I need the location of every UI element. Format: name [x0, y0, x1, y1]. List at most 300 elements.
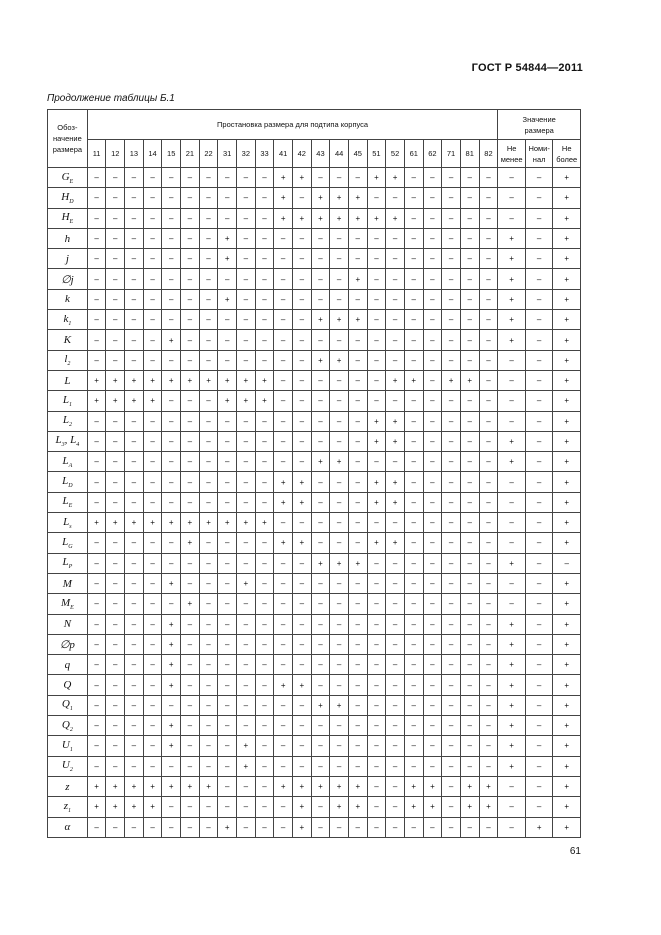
placement-cell: +	[311, 310, 330, 330]
subtype-header-12: 12	[106, 140, 125, 168]
placement-cell: –	[311, 330, 330, 350]
dimension-symbol: $U_1$	[48, 736, 88, 756]
value-nominal-cell: –	[525, 208, 553, 228]
placement-cell: +	[237, 391, 256, 411]
placement-cell: –	[199, 817, 218, 837]
placement-cell: –	[311, 249, 330, 269]
placement-cell: –	[423, 675, 442, 695]
placement-cell: –	[404, 675, 423, 695]
value-max-cell: +	[553, 614, 581, 634]
value-min-cell: –	[498, 817, 526, 837]
value-min-cell: +	[498, 756, 526, 776]
placement-cell: +	[274, 188, 293, 208]
placement-cell: –	[218, 350, 237, 370]
placement-cell: –	[143, 452, 162, 472]
placement-cell: –	[367, 655, 386, 675]
dimension-symbol: $L_A$	[48, 452, 88, 472]
subtype-header-42: 42	[292, 140, 311, 168]
placement-cell: –	[87, 736, 106, 756]
placement-cell: –	[106, 310, 125, 330]
placement-cell: –	[87, 594, 106, 614]
placement-cell: –	[274, 350, 293, 370]
placement-cell: –	[442, 716, 461, 736]
placement-cell: –	[125, 208, 144, 228]
placement-cell: –	[292, 411, 311, 431]
placement-cell: –	[125, 573, 144, 593]
placement-cell: –	[479, 614, 498, 634]
placement-cell: –	[423, 330, 442, 350]
placement-cell: +	[162, 573, 181, 593]
placement-cell: –	[199, 350, 218, 370]
placement-cell: +	[162, 513, 181, 533]
placement-cell: –	[218, 776, 237, 796]
placement-cell: –	[255, 594, 274, 614]
placement-cell: –	[218, 330, 237, 350]
placement-cell: +	[460, 776, 479, 796]
placement-cell: –	[87, 269, 106, 289]
placement-cell: +	[348, 269, 367, 289]
placement-cell: –	[386, 776, 405, 796]
placement-cell: –	[460, 634, 479, 654]
subtype-header-61: 61	[404, 140, 423, 168]
placement-cell: –	[460, 716, 479, 736]
placement-cell: –	[274, 452, 293, 472]
placement-cell: –	[255, 655, 274, 675]
placement-cell: –	[274, 695, 293, 715]
table-caption: Продолжение таблицы Б.1	[47, 93, 175, 104]
placement-cell: –	[125, 492, 144, 512]
placement-cell: +	[255, 513, 274, 533]
placement-cell: –	[479, 452, 498, 472]
placement-cell: –	[255, 553, 274, 573]
placement-cell: –	[218, 188, 237, 208]
table-row	[48, 228, 581, 248]
placement-cell: –	[181, 716, 200, 736]
value-min-cell: +	[498, 310, 526, 330]
placement-cell: +	[348, 797, 367, 817]
placement-cell: –	[330, 736, 349, 756]
placement-cell: +	[162, 675, 181, 695]
placement-cell: –	[311, 614, 330, 634]
placement-cell: +	[292, 208, 311, 228]
placement-cell: +	[162, 330, 181, 350]
placement-cell: –	[404, 391, 423, 411]
placement-cell: –	[199, 634, 218, 654]
table-row	[48, 391, 581, 411]
placement-cell: –	[311, 655, 330, 675]
placement-cell: –	[87, 208, 106, 228]
placement-cell: –	[218, 756, 237, 776]
placement-cell: –	[404, 492, 423, 512]
placement-cell: –	[460, 310, 479, 330]
placement-cell: –	[423, 817, 442, 837]
placement-cell: +	[106, 391, 125, 411]
placement-cell: –	[237, 269, 256, 289]
value-min-cell: –	[498, 776, 526, 796]
value-nominal-cell: –	[525, 655, 553, 675]
placement-cell: +	[311, 553, 330, 573]
placement-cell: –	[479, 350, 498, 370]
value-max-cell: +	[553, 452, 581, 472]
placement-cell: –	[348, 655, 367, 675]
value-max-cell: +	[553, 208, 581, 228]
placement-cell: –	[218, 594, 237, 614]
placement-cell: –	[386, 452, 405, 472]
placement-cell: +	[125, 391, 144, 411]
placement-cell: –	[125, 330, 144, 350]
placement-cell: –	[106, 269, 125, 289]
placement-cell: –	[292, 452, 311, 472]
placement-cell: +	[311, 188, 330, 208]
placement-cell: –	[442, 188, 461, 208]
value-max-header: Не более	[553, 140, 581, 168]
placement-cell: –	[460, 817, 479, 837]
placement-cell: –	[274, 411, 293, 431]
placement-cell: +	[367, 168, 386, 188]
placement-cell: –	[199, 208, 218, 228]
placement-cell: –	[367, 817, 386, 837]
placement-cell: –	[479, 411, 498, 431]
placement-cell: –	[386, 573, 405, 593]
placement-cell: –	[460, 533, 479, 553]
placement-cell: –	[330, 431, 349, 451]
value-max-cell: +	[553, 695, 581, 715]
placement-cell: –	[386, 228, 405, 248]
placement-cell: +	[162, 614, 181, 634]
placement-cell: –	[330, 817, 349, 837]
placement-cell: –	[348, 736, 367, 756]
placement-cell: –	[311, 370, 330, 390]
value-max-cell: +	[553, 431, 581, 451]
table-row	[48, 695, 581, 715]
placement-cell: +	[218, 228, 237, 248]
placement-cell: –	[386, 716, 405, 736]
placement-cell: –	[106, 492, 125, 512]
placement-cell: –	[460, 756, 479, 776]
value-max-cell: +	[553, 776, 581, 796]
placement-cell: –	[199, 269, 218, 289]
table-row	[48, 634, 581, 654]
placement-cell: +	[181, 513, 200, 533]
placement-cell: –	[348, 817, 367, 837]
placement-cell: +	[274, 492, 293, 512]
placement-cell: –	[311, 736, 330, 756]
value-max-cell: +	[553, 817, 581, 837]
value-max-cell: +	[553, 350, 581, 370]
value-min-cell: +	[498, 675, 526, 695]
placement-cell: –	[330, 228, 349, 248]
placement-cell: –	[479, 655, 498, 675]
table-row	[48, 594, 581, 614]
placement-cell: –	[218, 797, 237, 817]
placement-cell: –	[87, 614, 106, 634]
placement-cell: +	[237, 370, 256, 390]
table-row	[48, 756, 581, 776]
placement-cell: –	[442, 797, 461, 817]
placement-cell: –	[442, 289, 461, 309]
placement-cell: –	[274, 370, 293, 390]
placement-cell: –	[404, 350, 423, 370]
value-nominal-cell: –	[525, 472, 553, 492]
placement-cell: –	[237, 817, 256, 837]
placement-cell: –	[423, 249, 442, 269]
value-nominal-cell: –	[525, 594, 553, 614]
placement-cell: –	[292, 431, 311, 451]
table-row	[48, 269, 581, 289]
placement-cell: +	[162, 655, 181, 675]
placement-cell: –	[404, 188, 423, 208]
subtype-header-62: 62	[423, 140, 442, 168]
placement-cell: –	[479, 168, 498, 188]
dimension-symbol: q	[48, 655, 88, 675]
value-min-cell: –	[498, 594, 526, 614]
placement-cell: –	[237, 289, 256, 309]
placement-cell: –	[199, 655, 218, 675]
placement-cell: –	[106, 817, 125, 837]
placement-cell: –	[386, 675, 405, 695]
placement-cell: –	[479, 249, 498, 269]
value-max-cell: –	[553, 553, 581, 573]
placement-cell: –	[87, 289, 106, 309]
placement-cell: –	[479, 695, 498, 715]
dimension-symbol: $Q_2$	[48, 716, 88, 736]
placement-cell: +	[181, 594, 200, 614]
placement-cell: –	[330, 289, 349, 309]
placement-cell: –	[292, 330, 311, 350]
placement-cell: –	[125, 289, 144, 309]
placement-cell: –	[237, 716, 256, 736]
placement-cell: –	[311, 634, 330, 654]
placement-cell: –	[292, 188, 311, 208]
placement-cell: –	[87, 431, 106, 451]
value-max-cell: +	[553, 716, 581, 736]
placement-cell: –	[367, 391, 386, 411]
value-nominal-cell: –	[525, 573, 553, 593]
placement-cell: +	[311, 695, 330, 715]
placement-cell: –	[237, 330, 256, 350]
placement-cell: –	[143, 736, 162, 756]
placement-cell: –	[311, 228, 330, 248]
subtype-header-14: 14	[143, 140, 162, 168]
placement-cell: –	[181, 228, 200, 248]
dimension-symbol: $H_E$	[48, 208, 88, 228]
value-max-cell: +	[553, 797, 581, 817]
placement-cell: +	[218, 370, 237, 390]
placement-cell: –	[162, 594, 181, 614]
placement-cell: –	[330, 330, 349, 350]
placement-cell: –	[330, 269, 349, 289]
placement-cell: +	[404, 797, 423, 817]
designation-header: Обоз- начение размера	[48, 110, 88, 168]
placement-cell: –	[442, 675, 461, 695]
placement-cell: +	[162, 776, 181, 796]
placement-cell: –	[460, 289, 479, 309]
placement-cell: –	[348, 634, 367, 654]
placement-cell: –	[143, 614, 162, 634]
placement-cell: –	[199, 675, 218, 695]
value-max-cell: +	[553, 655, 581, 675]
placement-cell: +	[404, 370, 423, 390]
placement-cell: +	[218, 391, 237, 411]
placement-cell: +	[87, 370, 106, 390]
placement-cell: –	[143, 634, 162, 654]
placement-cell: –	[479, 289, 498, 309]
placement-cell: –	[348, 168, 367, 188]
placement-cell: –	[423, 716, 442, 736]
placement-cell: –	[218, 736, 237, 756]
placement-cell: +	[423, 797, 442, 817]
placement-cell: –	[125, 350, 144, 370]
placement-cell: –	[311, 533, 330, 553]
placement-cell: –	[255, 208, 274, 228]
value-min-cell: –	[498, 350, 526, 370]
placement-cell: –	[442, 817, 461, 837]
placement-cell: +	[348, 776, 367, 796]
standard-number: ГОСТ Р 54844—2011	[471, 62, 583, 74]
placement-cell: –	[199, 756, 218, 776]
placement-cell: –	[404, 411, 423, 431]
placement-cell: –	[348, 350, 367, 370]
placement-cell: –	[143, 675, 162, 695]
placement-cell: +	[479, 776, 498, 796]
placement-cell: –	[143, 208, 162, 228]
placement-cell: –	[125, 594, 144, 614]
placement-cell: –	[330, 533, 349, 553]
value-min-cell: +	[498, 614, 526, 634]
placement-cell: –	[460, 472, 479, 492]
table-row	[48, 472, 581, 492]
placement-cell: –	[181, 553, 200, 573]
placement-cell: –	[423, 411, 442, 431]
placement-cell: –	[404, 330, 423, 350]
placement-cell: –	[218, 634, 237, 654]
placement-cell: +	[106, 513, 125, 533]
value-nominal-cell: –	[525, 330, 553, 350]
placement-cell: –	[423, 188, 442, 208]
table-row	[48, 370, 581, 390]
placement-cell: +	[479, 797, 498, 817]
placement-cell: –	[330, 594, 349, 614]
dimension-symbol: $L_G$	[48, 533, 88, 553]
placement-cell: –	[162, 249, 181, 269]
table-row	[48, 797, 581, 817]
placement-cell: +	[460, 797, 479, 817]
placement-cell: +	[237, 573, 256, 593]
placement-cell: –	[199, 797, 218, 817]
placement-cell: –	[106, 695, 125, 715]
placement-cell: –	[181, 452, 200, 472]
placement-cell: –	[125, 736, 144, 756]
value-max-cell: +	[553, 675, 581, 695]
subtype-header-15: 15	[162, 140, 181, 168]
placement-cell: +	[330, 350, 349, 370]
placement-cell: –	[199, 411, 218, 431]
subtype-header-71: 71	[442, 140, 461, 168]
placement-cell: –	[479, 228, 498, 248]
dimension-symbol: Q	[48, 675, 88, 695]
placement-cell: –	[404, 310, 423, 330]
placement-cell: –	[274, 817, 293, 837]
placement-cell: –	[348, 492, 367, 512]
value-nominal-cell: –	[525, 391, 553, 411]
placement-cell: +	[423, 776, 442, 796]
placement-cell: –	[404, 614, 423, 634]
placement-cell: –	[292, 228, 311, 248]
placement-cell: –	[87, 472, 106, 492]
value-min-cell: –	[498, 492, 526, 512]
placement-cell: –	[423, 594, 442, 614]
placement-cell: –	[199, 249, 218, 269]
value-nominal-cell: –	[525, 513, 553, 533]
placement-cell: –	[255, 797, 274, 817]
value-nominal-header: Номи- нал	[525, 140, 553, 168]
placement-cell: –	[237, 431, 256, 451]
dimension-symbol: h	[48, 228, 88, 248]
value-nominal-cell: –	[525, 289, 553, 309]
placement-cell: –	[442, 228, 461, 248]
subtype-header-32: 32	[237, 140, 256, 168]
placement-cell: –	[162, 188, 181, 208]
table-row	[48, 573, 581, 593]
table-row	[48, 716, 581, 736]
placement-cell: –	[367, 350, 386, 370]
value-max-cell: +	[553, 330, 581, 350]
placement-cell: –	[442, 350, 461, 370]
placement-cell: –	[423, 553, 442, 573]
placement-cell: +	[199, 513, 218, 533]
placement-cell: –	[181, 675, 200, 695]
placement-cell: –	[125, 716, 144, 736]
placement-cell: –	[479, 431, 498, 451]
placement-cell: –	[143, 330, 162, 350]
placement-cell: –	[274, 634, 293, 654]
placement-cell: –	[367, 573, 386, 593]
placement-cell: –	[423, 634, 442, 654]
placement-cell: –	[181, 695, 200, 715]
placement-cell: –	[442, 472, 461, 492]
placement-cell: –	[311, 431, 330, 451]
placement-cell: –	[404, 472, 423, 492]
placement-cell: –	[181, 310, 200, 330]
placement-cell: –	[87, 411, 106, 431]
placement-cell: –	[106, 472, 125, 492]
placement-cell: –	[125, 756, 144, 776]
placement-cell: –	[199, 614, 218, 634]
placement-cell: –	[348, 756, 367, 776]
placement-cell: –	[143, 553, 162, 573]
placement-cell: –	[423, 492, 442, 512]
value-min-cell: +	[498, 330, 526, 350]
placement-cell: –	[423, 350, 442, 370]
dimension-symbol: $L_D$	[48, 472, 88, 492]
placement-cell: –	[162, 208, 181, 228]
placement-cell: –	[367, 756, 386, 776]
value-min-cell: –	[498, 370, 526, 390]
value-max-cell: +	[553, 533, 581, 553]
placement-cell: –	[255, 411, 274, 431]
placement-cell: –	[162, 695, 181, 715]
placement-cell: –	[292, 350, 311, 370]
placement-cell: –	[404, 168, 423, 188]
placement-cell: +	[367, 533, 386, 553]
placement-cell: –	[237, 655, 256, 675]
placement-cell: –	[181, 350, 200, 370]
placement-cell: –	[460, 249, 479, 269]
placement-cell: –	[162, 452, 181, 472]
table-row	[48, 249, 581, 269]
placement-cell: –	[442, 310, 461, 330]
placement-cell: +	[330, 310, 349, 330]
